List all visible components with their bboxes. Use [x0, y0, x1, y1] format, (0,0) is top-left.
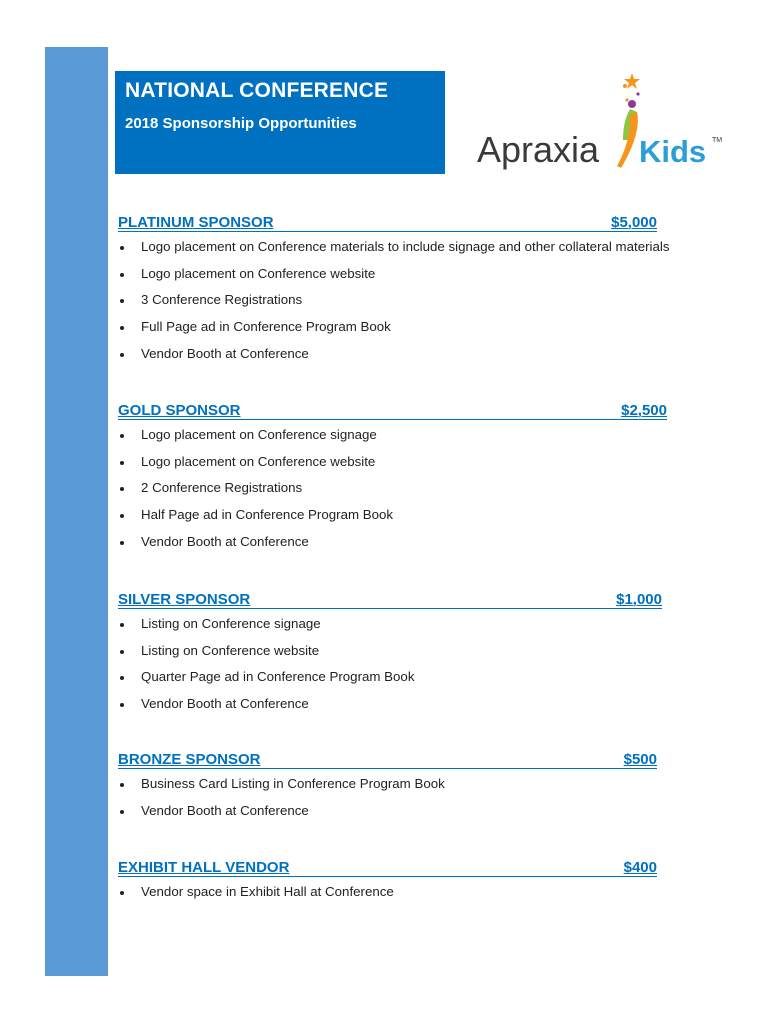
section-heading	[118, 751, 657, 769]
list-item: Vendor Booth at Conference	[118, 798, 657, 825]
tier-name: PLATINUM SPONSOR	[118, 214, 274, 231]
section-heading	[118, 591, 662, 609]
tier-name: SILVER SPONSOR	[118, 591, 251, 608]
benefit-list	[118, 234, 670, 367]
tier-name: GOLD SPONSOR	[118, 402, 241, 419]
section-gold	[118, 402, 667, 555]
logo-word-kids: Kids	[639, 134, 707, 169]
list-item: Listing on Conference signage	[118, 611, 662, 638]
list-item: 2 Conference Registrations	[118, 475, 667, 502]
list-item: Business Card Listing in Conference Program Book	[118, 771, 657, 798]
list-item: Vendor Booth at Conference	[118, 529, 667, 556]
section-silver	[118, 591, 662, 718]
logo-tm: TM	[712, 137, 723, 144]
benefit-list	[118, 771, 657, 824]
list-item: Vendor Booth at Conference	[118, 691, 662, 718]
benefit-list	[118, 611, 662, 718]
logo-word-apraxia: Apraxia	[477, 129, 600, 170]
benefit-list	[118, 422, 667, 555]
section-heading	[118, 859, 657, 877]
list-item: Vendor Booth at Conference	[118, 341, 657, 368]
apraxia-kids-logo	[475, 70, 730, 185]
tier-price: $2,500	[621, 402, 667, 419]
list-item: Logo placement on Conference signage	[118, 422, 667, 449]
list-item: Vendor space in Exhibit Hall at Conference	[118, 879, 657, 906]
list-item: Full Page ad in Conference Program Book	[118, 314, 657, 341]
section-bronze	[118, 751, 657, 824]
list-item: Listing on Conference website	[118, 638, 662, 665]
benefit-list	[118, 879, 657, 906]
list-item: Half Page ad in Conference Program Book	[118, 502, 667, 529]
tier-price: $500	[623, 751, 657, 768]
list-item: Logo placement on Conference website	[118, 261, 657, 288]
tier-price: $1,000	[616, 591, 662, 608]
list-item: Quarter Page ad in Conference Program Book	[118, 664, 662, 691]
star-child-icon	[617, 73, 640, 168]
tier-name: BRONZE SPONSOR	[118, 751, 261, 768]
section-exhibit-hall	[118, 859, 657, 906]
list-item: Logo placement on Conference materials to include signage and other collateral materials	[118, 234, 657, 261]
list-item: 3 Conference Registrations	[118, 287, 657, 314]
section-platinum	[118, 214, 670, 367]
section-heading	[118, 402, 667, 420]
tier-name: EXHIBIT HALL VENDOR	[118, 859, 290, 876]
list-item: Logo placement on Conference website	[118, 449, 667, 476]
tier-price: $5,000	[611, 214, 657, 231]
page-title: NATIONAL CONFERENCE	[125, 79, 389, 102]
section-heading	[118, 214, 657, 232]
page-subtitle: 2018 Sponsorship Opportunities	[125, 115, 357, 132]
title-box	[115, 71, 445, 174]
decorative-sidebar	[45, 47, 108, 976]
tier-price: $400	[623, 859, 657, 876]
